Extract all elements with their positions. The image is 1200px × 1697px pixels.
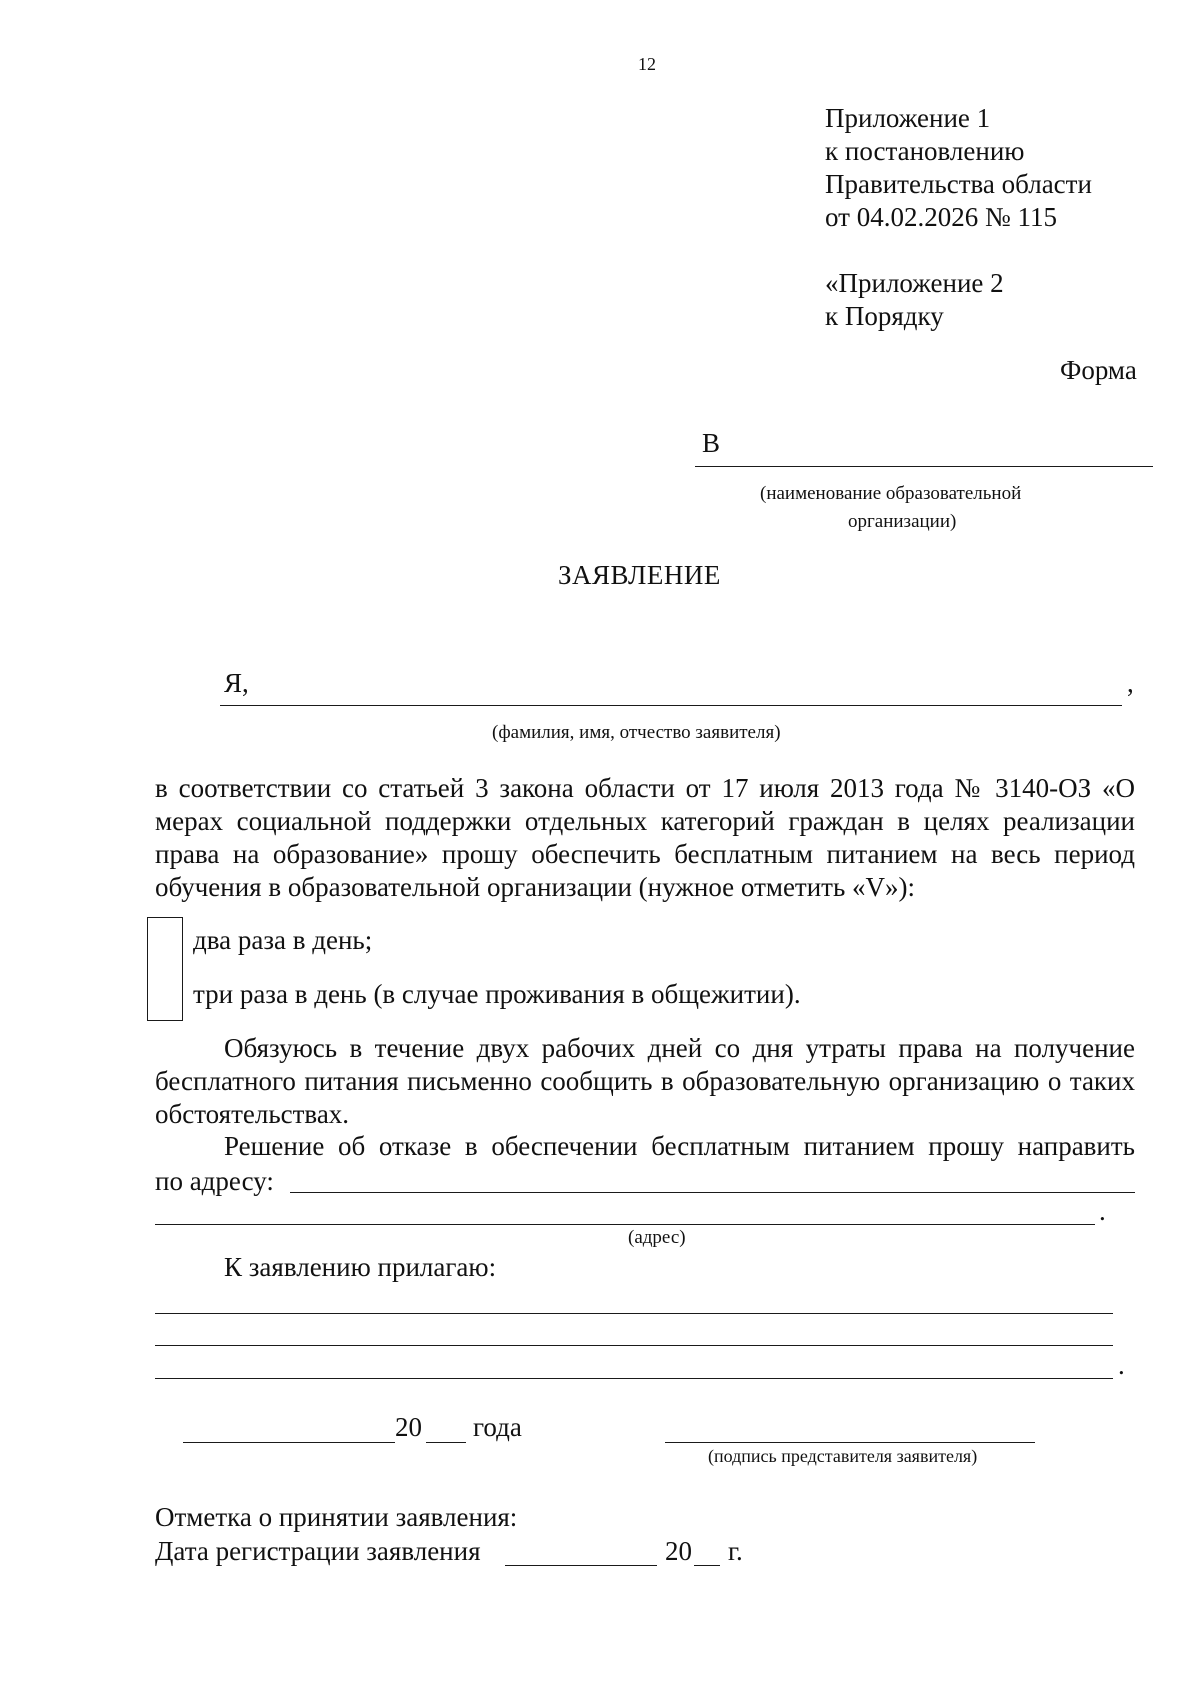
address-field-2[interactable]	[155, 1224, 1095, 1225]
obligation-paragraph: Обязуюсь в течение двух рабочих дней со дня утраты права на получение бесплатного питания письменно сообщить в образовательную организацию о таких обстоятельствах.	[155, 1033, 1135, 1129]
address-caption: (адрес)	[628, 1227, 686, 1248]
refusal-line-1: Решение об отказе в обеспечении бесплатным питанием прошу направить	[224, 1131, 1135, 1161]
applicant-prefix: Я,	[224, 668, 249, 698]
date-day-month-field[interactable]	[183, 1442, 395, 1443]
page-number: 12	[638, 54, 656, 74]
registration-year-prefix: 20	[665, 1536, 692, 1566]
header-line-5: «Приложение 2	[825, 268, 1004, 298]
addressee-field[interactable]	[695, 466, 1153, 467]
date-year-field[interactable]	[426, 1442, 466, 1443]
signature-caption: (подпись представителя заявителя)	[708, 1446, 978, 1466]
addressee-prefix: В	[702, 428, 721, 458]
applicant-caption: (фамилия, имя, отчество заявителя)	[492, 722, 781, 743]
attachment-field-3[interactable]	[155, 1378, 1113, 1379]
option-checkbox-2[interactable]	[147, 967, 183, 1021]
option-label-2: три раза в день (в случае проживания в общежитии).	[193, 979, 801, 1009]
addressee-caption-1: (наименование образовательной	[760, 483, 1022, 504]
address-field-1[interactable]	[290, 1192, 1135, 1193]
registration-date-field[interactable]	[505, 1565, 657, 1566]
form-label: Форма	[1060, 355, 1137, 385]
option-label-1: два раза в день;	[193, 925, 373, 955]
registration-year-field[interactable]	[694, 1565, 720, 1566]
attachment-field-1[interactable]	[155, 1313, 1113, 1314]
registration-year-suffix: г.	[728, 1536, 743, 1566]
attachment-field-2[interactable]	[155, 1345, 1113, 1346]
header-line-1: Приложение 1	[825, 103, 991, 133]
option-checkbox-1[interactable]	[147, 917, 183, 969]
address-end-dot: .	[1099, 1196, 1106, 1226]
document-title: ЗАЯВЛЕНИЕ	[558, 560, 721, 590]
header-line-2: к постановлению	[825, 136, 1025, 166]
attachments-end-dot: .	[1118, 1350, 1125, 1380]
signature-field[interactable]	[665, 1442, 1035, 1443]
registration-date-label: Дата регистрации заявления	[155, 1536, 481, 1566]
addressee-caption-2: организации)	[848, 511, 957, 532]
header-block	[825, 102, 1092, 333]
date-year-word: года	[473, 1412, 522, 1442]
header-line-6: к Порядку	[825, 301, 944, 331]
header-line-4: от 04.02.2026 № 115	[825, 202, 1057, 232]
date-year-prefix: 20	[395, 1412, 422, 1442]
body-paragraph: в соответствии со статьей 3 закона области от 17 июля 2013 года № 3140-ОЗ «О мерах социальной поддержки отдельных категорий граждан в целях реализации права на образование» прошу обеспечить бесплатным питанием на весь период обучения в образовательной организации (нужное отметить «V»):	[155, 773, 1135, 902]
acceptance-label: Отметка о принятии заявления:	[155, 1502, 518, 1532]
refusal-address-prefix: по адресу:	[155, 1166, 274, 1196]
applicant-comma: ,	[1127, 668, 1134, 698]
applicant-name-field[interactable]	[220, 705, 1122, 706]
attachments-label: К заявлению прилагаю:	[224, 1252, 497, 1282]
header-line-3: Правительства области	[825, 169, 1092, 199]
